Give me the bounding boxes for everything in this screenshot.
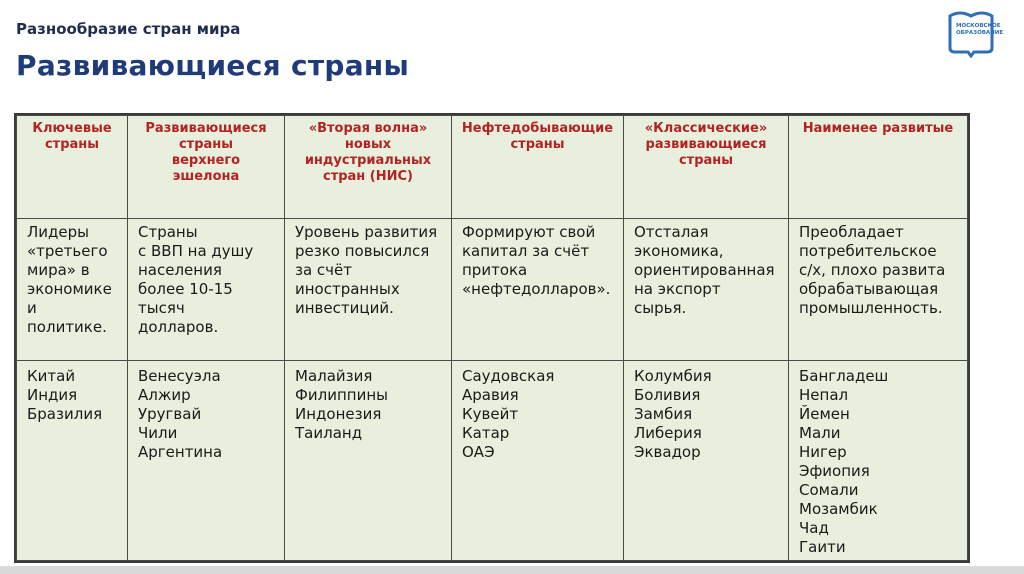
desc-least-developed: Преобладает потребительское с/х, плохо развита обрабатывающая промышленность. xyxy=(789,219,968,361)
country-item: Малайзия xyxy=(295,367,373,385)
header-least-developed: Наименее развитые xyxy=(789,116,968,219)
country-item: Мали xyxy=(799,424,841,442)
countries-classic-developing xyxy=(624,361,789,561)
logo-text xyxy=(956,23,1004,37)
header-second-wave-nis: «Вторая волна» новых индустриальных стран (НИС) xyxy=(285,116,452,219)
table-description-row xyxy=(17,219,968,361)
country-item: Чад xyxy=(799,519,829,537)
table-countries-row xyxy=(17,361,968,561)
country-item: Йемен xyxy=(799,405,850,423)
country-item: Филиппины xyxy=(295,386,389,404)
country-item: Нигер xyxy=(799,443,847,461)
country-item: Сомали xyxy=(799,481,859,499)
country-item: Индонезия xyxy=(295,405,382,423)
countries-upper-tier xyxy=(128,361,285,561)
country-item: Аргентина xyxy=(138,443,223,461)
country-item: Уругвай xyxy=(138,405,202,423)
country-item: Таиланд xyxy=(295,424,363,442)
bottom-bar xyxy=(0,566,1024,574)
country-item: Непал xyxy=(799,386,849,404)
countries-oil-producing xyxy=(452,361,624,561)
countries-second-wave-nis xyxy=(285,361,452,561)
desc-classic-developing: Отсталая экономика, ориентированная на экспорт сырья. xyxy=(624,219,789,361)
desc-key-countries: Лидеры «третьего мира» в экономике и политике. xyxy=(17,219,128,361)
logo-text-line2: ОБРАЗОВАНИЕ xyxy=(956,30,1004,36)
country-item: Либерия xyxy=(634,424,702,442)
country-item: Саудовская xyxy=(462,367,555,385)
country-item: Боливия xyxy=(634,386,701,404)
country-item: Алжир xyxy=(138,386,191,404)
countries-table xyxy=(14,113,970,563)
country-item: Кувейт xyxy=(462,405,519,423)
header-key-countries: Ключевые страны xyxy=(17,116,128,219)
header-upper-tier: Развивающиеся страны верхнего эшелона xyxy=(128,116,285,219)
header-oil-producing: Нефтедобывающие страны xyxy=(452,116,624,219)
country-item: ОАЭ xyxy=(462,443,495,461)
slide-subtitle: Разнообразие стран мира xyxy=(16,20,241,38)
countries-key xyxy=(17,361,128,561)
country-item: Чили xyxy=(138,424,178,442)
desc-oil-producing: Формируют свой капитал за счёт притока «нефтедолларов». xyxy=(452,219,624,361)
desc-second-wave-nis: Уровень развития резко повысился за счёт иностранных инвестиций. xyxy=(285,219,452,361)
slide-title: Развивающиеся страны xyxy=(16,49,410,82)
country-item: Колумбия xyxy=(634,367,712,385)
country-item: Индия xyxy=(27,386,78,404)
country-item: Венесуэла xyxy=(138,367,221,385)
logo-text-line1: МОСКОВСКОЕ xyxy=(956,23,1001,29)
countries-least-developed xyxy=(789,361,968,561)
country-item: Мозамбик xyxy=(799,500,878,518)
desc-upper-tier: Страны с ВВП на душу населения более 10-15 тысяч долларов. xyxy=(128,219,285,361)
country-item: Бангладеш xyxy=(799,367,889,385)
country-item: Аравия xyxy=(462,386,519,404)
country-item: Эквадор xyxy=(634,443,701,461)
country-item: Бразилия xyxy=(27,405,103,423)
header-classic-developing: «Классические» развивающиеся страны xyxy=(624,116,789,219)
country-item: Гаити xyxy=(799,538,846,556)
country-item: Замбия xyxy=(634,405,693,423)
country-item: Эфиопия xyxy=(799,462,870,480)
country-item: Катар xyxy=(462,424,510,442)
table-header-row xyxy=(17,116,968,219)
country-item: Китай xyxy=(27,367,76,385)
